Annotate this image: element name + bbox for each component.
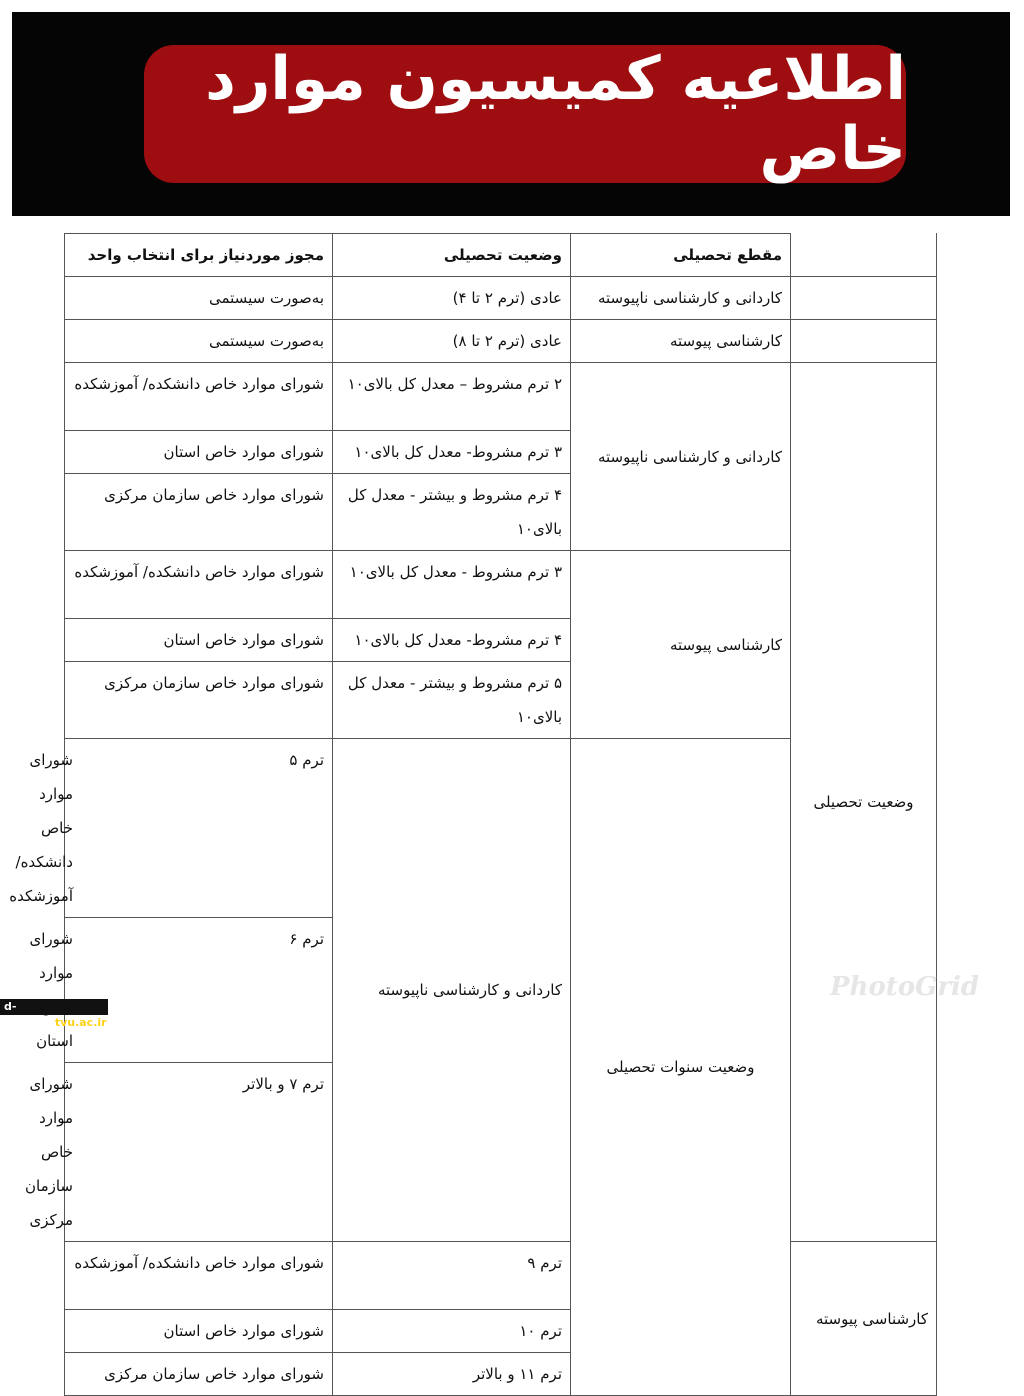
header-empty-cell [791, 234, 937, 277]
section-cell: کارشناسی پیوسته [571, 551, 791, 739]
status-cell: ۳ ترم مشروط - معدل کل بالای۱۰ [333, 551, 571, 619]
table-header-row [65, 234, 937, 277]
status-cell: ۵ ترم مشروط و بیشتر - معدل کل بالای۱۰ [333, 662, 571, 739]
section-cell: کارشناسی پیوسته [571, 320, 791, 363]
permit-cell: شورای موارد خاص دانشکده/ آموزشکده [65, 551, 333, 619]
status-cell: ترم ۶ [65, 918, 333, 1063]
site-url-prefix: d-kerman. [4, 1000, 55, 1029]
table-row [65, 320, 937, 363]
table-row [65, 1242, 937, 1310]
table-row: ترم ۶ شورای موارد استان [65, 918, 937, 1063]
status-cell: ترم ۱۰ [333, 1310, 571, 1353]
announcement-banner [12, 12, 1010, 216]
status-cell: ۴ ترم مشروط- معدل کل بالای۱۰ [333, 619, 571, 662]
header-permit: مجوز موردنیاز برای انتخاب واحد [65, 234, 333, 277]
status-cell: ترم ۵ [65, 739, 333, 918]
permit-cell: به‌صورت سیستمی [65, 277, 333, 320]
permit-cell: شورای موارد خاص دانشکده/ آموزشکده [65, 1242, 333, 1310]
permit-cell: شورای موارد خاص سازمان مرکزی [65, 662, 333, 739]
status-cell: عادی (ترم ۲ تا ۸) [333, 320, 571, 363]
photogrid-watermark: PhotoGrid [830, 972, 980, 1002]
section-cell: کاردانی و کارشناسی ناپیوسته [571, 363, 791, 551]
section-cell: کاردانی و کارشناسی ناپیوسته [333, 739, 571, 1242]
table-row [65, 363, 937, 431]
permit-cell: شورای موارد خاص استان [65, 431, 333, 474]
blank-cell [791, 320, 937, 363]
table-row: ترم ۷ و بالاتر شورای موارد خاص سازمان مرکزی [65, 1063, 937, 1242]
category-cell: وضعیت تحصیلی [791, 363, 937, 1242]
permit-cell: شورای موارد خاص سازمان مرکزی [65, 474, 333, 551]
permit-cell: به‌صورت سیستمی [65, 320, 333, 363]
status-cell: ۲ ترم مشروط – معدل کل بالای۱۰ [333, 363, 571, 431]
category-cell: وضعیت سنوات تحصیلی [571, 739, 791, 1396]
table-row [65, 277, 937, 320]
blank-cell [791, 277, 937, 320]
header-status: وضعیت تحصیلی [333, 234, 571, 277]
status-cell: ۳ ترم مشروط- معدل کل بالای۱۰ [333, 431, 571, 474]
permit-cell: شورای موارد خاص دانشکده/ آموزشکده [65, 363, 333, 431]
permit-cell: شورای موارد خاص سازمان مرکزی [65, 1353, 333, 1396]
status-cell: ۴ ترم مشروط و بیشتر - معدل کل بالای۱۰ [333, 474, 571, 551]
status-cell: ترم ۷ و بالاتر [65, 1063, 333, 1242]
section-cell: کاردانی و کارشناسی ناپیوسته [571, 277, 791, 320]
banner-title-pill [144, 45, 906, 183]
status-cell: ترم ۱۱ و بالاتر [333, 1353, 571, 1396]
status-cell: عادی (ترم ۲ تا ۴) [333, 277, 571, 320]
section-cell: کارشناسی پیوسته [791, 1242, 937, 1396]
permit-cell: شورای موارد خاص استان [65, 619, 333, 662]
table-row: وضعیت سنوات تحصیلی کاردانی و کارشناسی ناپیوسته ترم ۵ شورای موارد خاص دانشکده/ آموزشکده [65, 739, 937, 918]
site-url-label [0, 999, 108, 1029]
status-cell: ترم ۹ [333, 1242, 571, 1310]
site-url-highlight: tvu.ac.ir [54, 1016, 107, 1029]
permit-cell: شورای موارد خاص استان [65, 1310, 333, 1353]
banner-title: اطلاعیه کمیسیون موارد خاص [205, 44, 906, 184]
header-section: مقطع تحصیلی [571, 234, 791, 277]
